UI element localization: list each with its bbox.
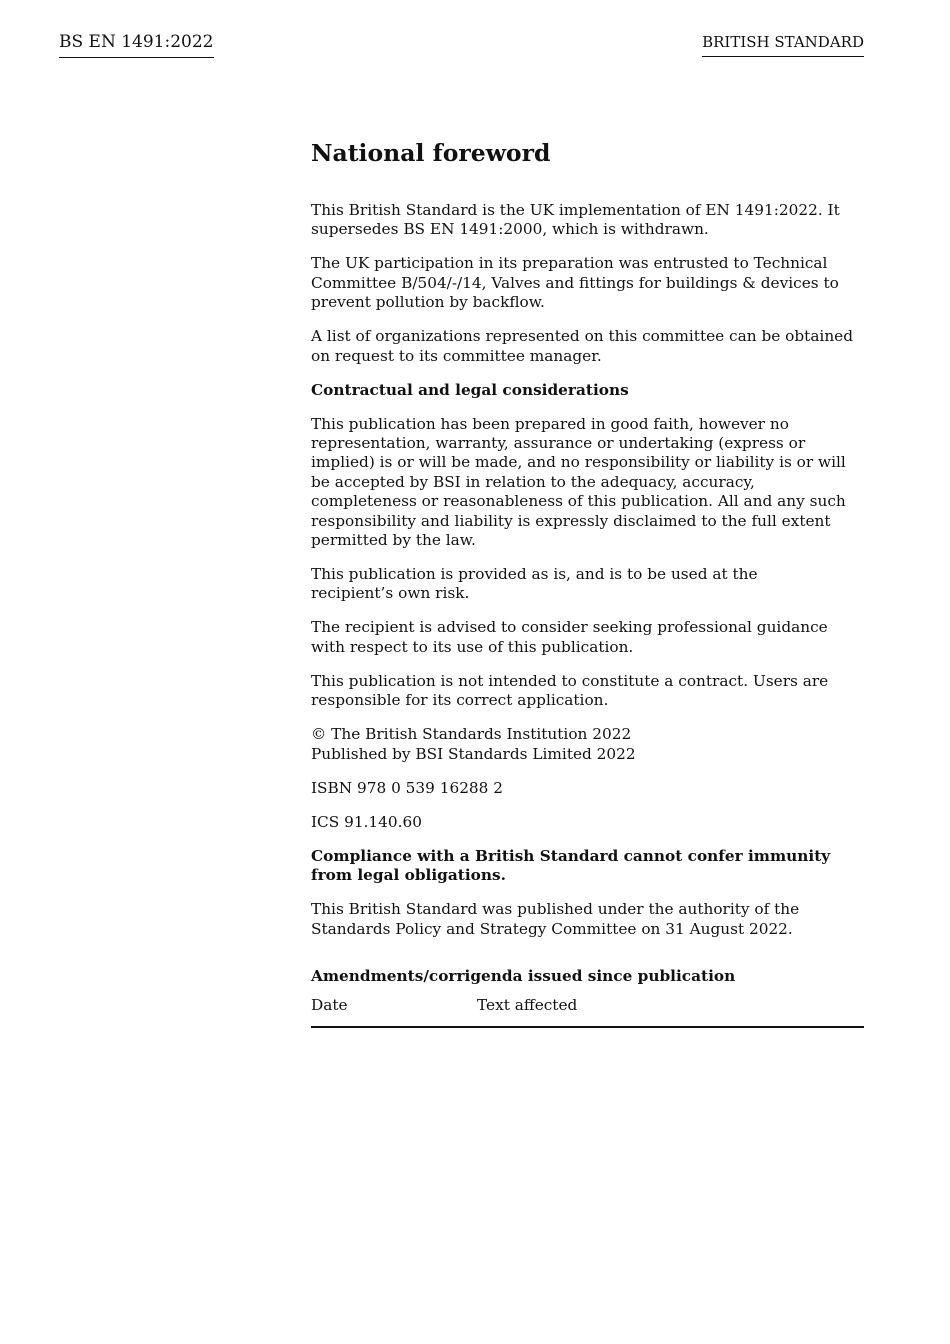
compliance-notice: Compliance with a British Standard cannot confer immunity from legal obligations. <box>311 846 831 885</box>
copyright-line: © The British Standards Institution 2022 <box>311 725 632 744</box>
page-title: National foreword <box>311 139 551 167</box>
document-type-label: BRITISH STANDARD <box>702 32 864 57</box>
authority-paragraph: This British Standard was published under the authority of the Standards Policy and Strategy Committee on 31 August 2022. <box>311 900 800 938</box>
document-code: BS EN 1491:2022 <box>59 31 214 58</box>
copyright-block <box>311 725 864 764</box>
guidance-paragraph: The recipient is advised to consider seeking professional guidance with respect to its use of this publication. <box>311 618 828 656</box>
publisher-line: Published by BSI Standards Limited 2022 <box>311 744 636 763</box>
isbn: ISBN 978 0 539 16288 2 <box>311 778 503 797</box>
risk-line-2: recipient’s own risk. <box>311 584 470 603</box>
organizations-paragraph: A list of organizations represented on this committee can be obtained on request to its committee manager. <box>311 327 854 365</box>
ics-code: ICS 91.140.60 <box>311 812 422 831</box>
amendments-date-column-header: Date <box>311 996 348 1015</box>
contractual-heading: Contractual and legal considerations <box>311 380 629 399</box>
implementation-paragraph: This British Standard is the UK implementation of EN 1491:2022. It supersedes BS EN 1491:2000, which is withdrawn. <box>311 201 840 239</box>
risk-line-1: This publication is provided as is, and is to be used at the <box>311 565 758 584</box>
risk-paragraph <box>311 565 864 604</box>
national-foreword-section <box>311 138 864 1028</box>
amendments-table <box>311 996 864 1027</box>
amendments-heading: Amendments/corrigenda issued since publication <box>311 966 736 985</box>
good-faith-paragraph: This publication has been prepared in good faith, however no representation, warranty, assurance or undertaking (express or implied) is or will be made, and no responsibility or liability is or will be accepted by BSI in relation to the adequacy, accuracy, completeness or reasonableness of this publication. All and any such responsibility and liability is expressly disclaimed to the full extent permitted by the law. <box>311 414 846 550</box>
contract-paragraph: This publication is not intended to constitute a contract. Users are responsible for its correct application. <box>311 671 829 710</box>
committee-paragraph: The UK participation in its preparation was entrusted to Technical Committee B/504/-/14, Valves and fittings for buildings & devices to prevent pollution by backflow. <box>311 254 839 312</box>
amendments-text-column-header: Text affected <box>477 996 578 1015</box>
